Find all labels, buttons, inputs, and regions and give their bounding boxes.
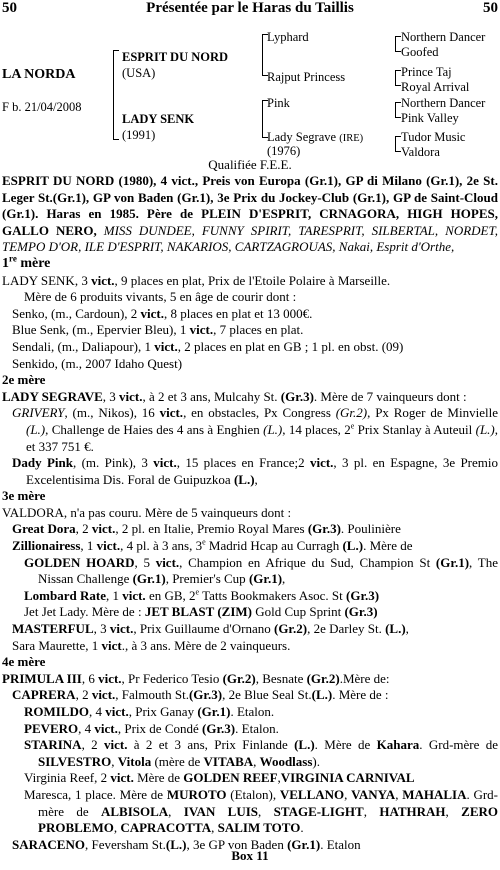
qualification: Qualifiée F.E.E.	[208, 157, 292, 172]
pedigree-table	[0, 28, 500, 160]
mere1-heading: 1re mère	[2, 253, 51, 271]
ssd-name: Goofed	[401, 45, 439, 59]
dam-dam-year: (1976)	[267, 144, 301, 158]
bracket-gen1	[113, 50, 119, 140]
mere4-line7: Maresca, 1 place. Mère de MUROTO (Etalon), VELLANO, VANYA, MAHALIA. Grd-mère de ALBISOLA, IVAN LUIS, STAGE-LIGHT, HATHRAH, ZERO PROBLEMO, CAPRACOTTA, SALIM TOTO.	[24, 786, 498, 836]
mere4-line5: STARINA, 2 vict. à 2 et 3 ans, Prix Finlande (L.). Mère de Kahara. Grd-mère de SILVESTRO, Vitola (mère de VITABA, Woodlass).	[24, 737, 498, 769]
dds-name: Tudor Music	[401, 130, 466, 144]
mere1-line6: Senkido, (m., 2007 Idaho Quest)	[12, 355, 183, 371]
mere1-line4: Blue Senk, (m., Epervier Bleu), 1 vict., 7 places en plat.	[12, 322, 304, 338]
mere3-line7: MASTERFUL, 3 vict., Prix Guillaume d'Ornano (Gr.2), 2e Darley St. (L.),	[12, 621, 409, 637]
horse-name: LA NORDA	[2, 67, 76, 82]
mere1-line3: Senko, (m., Cardoun), 2 vict., 8 places en plat et 13 000€.	[12, 305, 313, 321]
mere4-heading: 4e mère	[2, 654, 46, 670]
dam-dam: Lady Segrave (IRE)	[267, 130, 364, 144]
mere3-line4: GOLDEN HOARD, 5 vict., Champion en Afrique du Sud, Champion St (Gr.1), The Nissan Challenge (Gr.1), Premier's Cup (Gr.1),	[24, 554, 498, 587]
horse-birth: F b. 21/04/2008	[2, 100, 82, 114]
mere4-line1: PRIMULA III, 6 vict., Pr Federico Tesio (Gr.2), Besnate (Gr.2).Mère de:	[2, 670, 390, 686]
page-number-left: 50	[2, 0, 17, 16]
catalogue-body	[2, 173, 498, 853]
mere1-line1: LADY SENK, 3 vict., 9 places en plat, Prix de l'Etoile Polaire à Marseille.	[2, 272, 391, 288]
mere2-line2: GRIVERY, (m., Nikos), 16 vict., en obstacles, Px Congress (Gr.2), Px Roger de Minvielle (L.), Challenge de Haies des 4 ans à Enghien (L.), 14 places, 2e Prix Stanlay à Auteuil (L.), et 337 751 €.	[12, 405, 498, 454]
mere2-heading: 2e mère	[2, 372, 46, 388]
box-number: Box 11	[231, 848, 269, 863]
dss-name: Northern Dancer	[401, 96, 486, 110]
mere4-line4: PEVERO, 4 vict., Prix de Condé (Gr.3). Etalon.	[24, 720, 279, 736]
mere3-line3: Zillionairess, 1 vict., 4 pl. à 3 ans, 3e Madrid Hcap au Curragh (L.). Mère de	[12, 537, 413, 554]
dsd-name: Pink Valley	[401, 111, 459, 125]
mere4-line8: SARACENO, Feversham St.(L.), 3e GP von Baden (Gr.1). Etalon	[12, 836, 361, 852]
ddd-name: Valdora	[401, 145, 440, 159]
mere4-line6: Virginia Reef, 2 vict. Mère de GOLDEN REEF,VIRGINIA CARNIVAL	[24, 770, 415, 786]
mere3-line5: Lombard Rate, 1 vict. en GB, 2e Tatts Bookmakers Asoc. St (Gr.3)	[24, 587, 380, 603]
sdd-name: Royal Arrival	[401, 80, 470, 94]
mere3-line1: VALDORA, n'a pas couru. Mère de 5 vainqueurs dont :	[2, 504, 292, 520]
mere1-line5: Sendali, (m., Daliapour), 1 vict., 2 places en plat en GB ; 1 pl. en obst. (09)	[12, 338, 404, 354]
mere2-line1: LADY SEGRAVE, 3 vict., à 2 et 3 ans, Mulcahy St. (Gr.3). Mère de 7 vainqueurs dont :	[2, 388, 467, 404]
sss-name: Northern Dancer	[401, 30, 486, 44]
mere2-line3: Dady Pink, (m. Pink), 3 vict., 15 places en France;2 vict., 3 pl. en Espagne, 3e Premio Excelentisima Dis. Foral de Guipuzkoa (L.),	[12, 455, 499, 487]
mere1-line2: Mère de 6 produits vivants, 5 en âge de courir dont :	[24, 289, 297, 305]
dam-year: (1991)	[122, 128, 156, 142]
mere4-line2: CAPRERA, 2 vict., Falmouth St.(Gr.3), 2e Blue Seal St.(L.). Mère de :	[12, 687, 389, 703]
mere3-line8: Sara Maurette, 1 vict., à 3 ans. Mère de 2 vainqueurs.	[12, 637, 291, 653]
page-title: Présentée par le Haras du Taillis	[146, 0, 354, 16]
page-header	[0, 0, 500, 18]
sire-sire: Lyphard	[267, 30, 309, 44]
mere4-line3: ROMILDO, 4 vict., Prix Ganay (Gr.1). Etalon.	[24, 704, 275, 719]
mere3-line6: Jet Jet Lady. Mère de : JET BLAST (ZIM) Gold Cup Sprint (Gr.3)	[24, 604, 378, 620]
sire-paragraph: ESPRIT DU NORD (1980), 4 vict., Preis von Europa (Gr.1), GP di Milano (Gr.1), 2e St. Leger St.(Gr.1), GP von Baden (Gr.1), 3e Prix du Jockey-Club (Gr.1), GP de Saint-Cloud (Gr.1). Haras en 1985. Père de PLEIN D'ESPRIT, CRNAGORA, HIGH HOPES, GALLO NERO, MISS DUNDEE, FUNNY SPIRIT, TARESPRIT, SILBERTAL, NORDET, TEMPO D'OR, ILE D'ESPRIT, NAKARIOS, CARTZAGROUAS, Nakai, Esprit d'Orthe,	[2, 173, 498, 255]
mere3-line2: Great Dora, 2 vict., 2 pl. en Italie, Premio Royal Mares (Gr.3). Poulinière	[12, 521, 401, 537]
dam-name: LADY SENK	[122, 112, 195, 126]
sire-name: ESPRIT DU NORD	[122, 50, 229, 64]
dam-sire: Pink	[267, 96, 290, 110]
sire-dam: Rajput Princess	[267, 70, 346, 84]
mere3-heading: 3e mère	[2, 488, 46, 504]
page-number-right: 50	[483, 0, 498, 16]
sds-name: Prince Taj	[401, 65, 452, 79]
sire-origin: (USA)	[122, 66, 156, 80]
